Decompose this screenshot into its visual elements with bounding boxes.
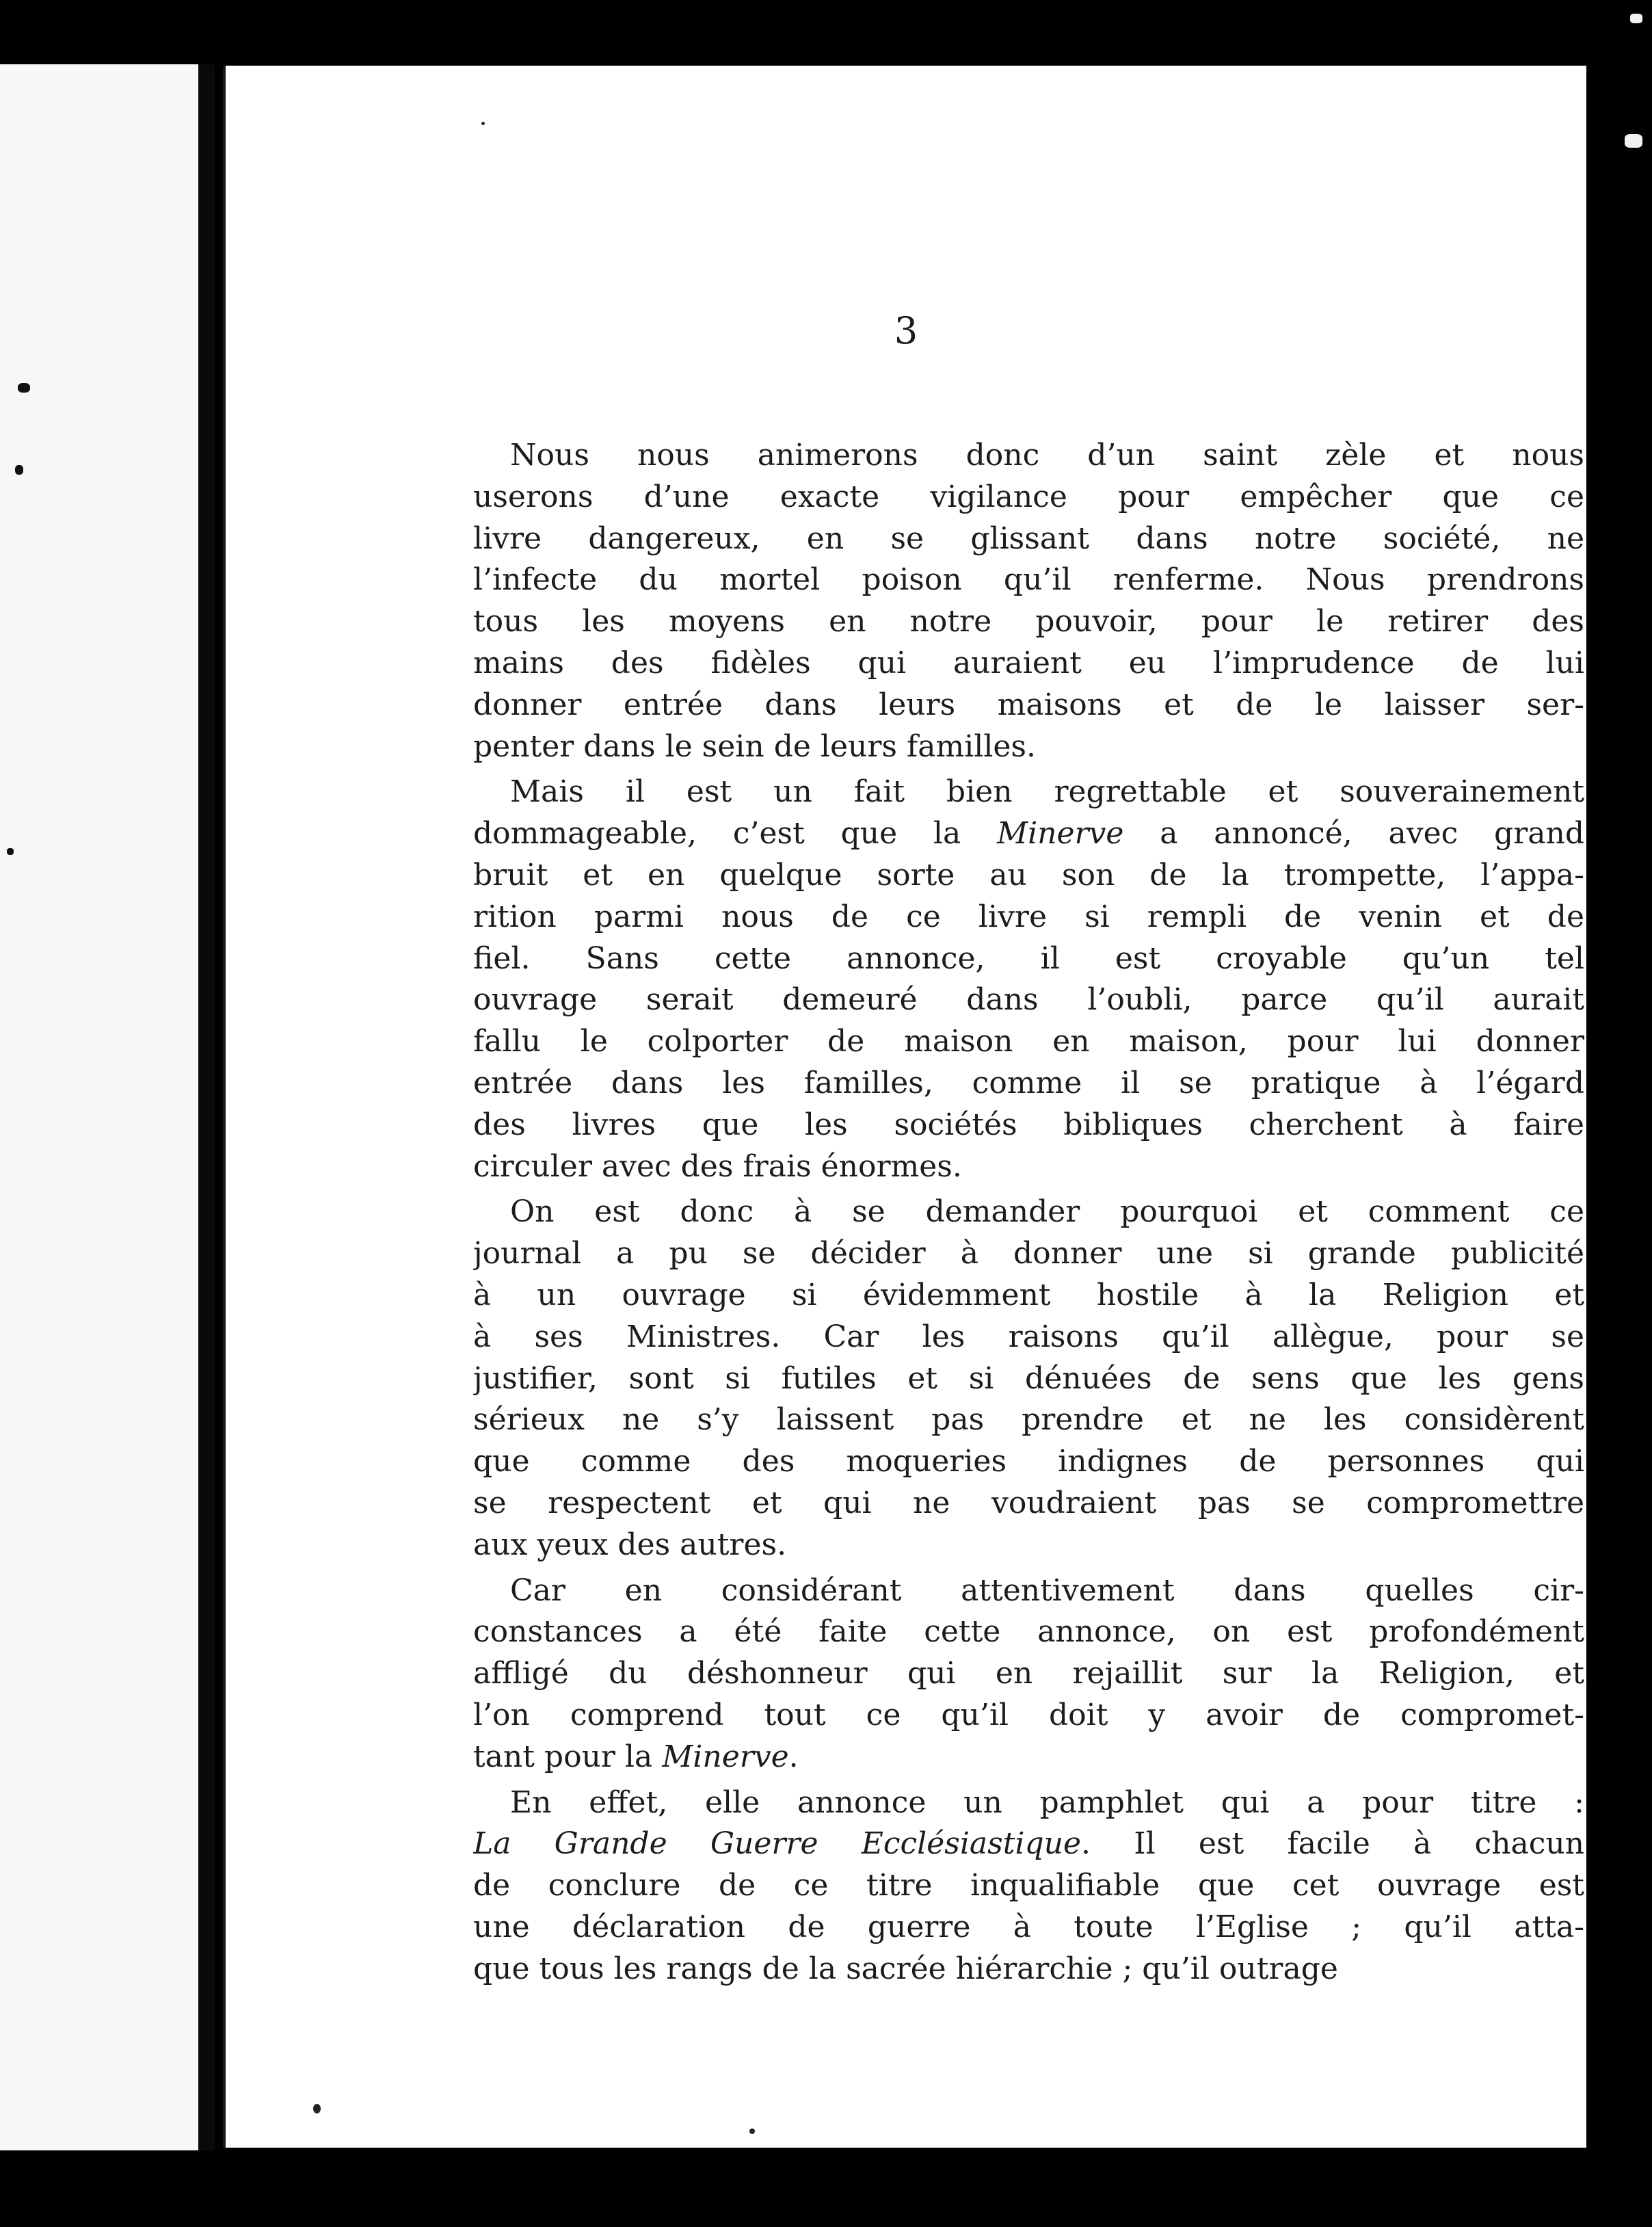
facing-page [0, 64, 198, 2150]
facing-page-edge [198, 64, 215, 2150]
text-line: se respectent et qui ne voudraient pas se compromettre [473, 1485, 1584, 1520]
facing-page-speck [7, 848, 14, 855]
text-line: tant pour la Minerve. [473, 1739, 799, 1774]
text-line: userons d’une exacte vigilance pour empêcher que ce [473, 479, 1584, 514]
text-line: à ses Ministres. Car les raisons qu’il allègue, pour se [473, 1319, 1584, 1354]
text-line: de conclure de ce titre inqualifiable que cet ouvrage est [473, 1868, 1584, 1903]
text-line: Car en considérant attentivement dans quelles cir- [510, 1572, 1584, 1608]
text-line: l’infecte du mortel poison qu’il renferme. Nous prendrons [473, 562, 1584, 598]
text-line: La Grande Guerre Ecclésiastique. Il est facile à chacun [473, 1826, 1584, 1862]
text-line: une déclaration de guerre à toute l’Eglise ; qu’il atta- [473, 1909, 1584, 1945]
text-line: aux yeux des autres. [473, 1527, 787, 1562]
text-line: l’on comprend tout ce qu’il doit y avoir de compromet- [473, 1697, 1584, 1732]
document-page [223, 66, 1586, 2148]
text-line: journal a pu se décider à donner une si grande publicité [473, 1236, 1584, 1271]
margin-speck [1625, 134, 1642, 148]
text-line: livre dangereux, en se glissant dans notre société, ne [473, 520, 1584, 556]
text-line: des livres que les sociétés bibliques cherchent à faire [473, 1107, 1584, 1142]
text-line: sérieux ne s’y laissent pas prendre et ne les considèrent [473, 1402, 1584, 1438]
text-line: bruit et en quelque sorte au son de la trompette, l’appa- [473, 857, 1584, 893]
text-line: justifier, sont si futiles et si dénuées de sens que les gens [473, 1360, 1584, 1396]
text-line: fiel. Sans cette annonce, il est croyable qu’un tel [473, 940, 1584, 976]
text-line: que comme des moqueries indignes de personnes qui [473, 1444, 1584, 1479]
facing-page-speck [15, 465, 23, 475]
text-line: rition parmi nous de ce livre si rempli de venin et de [473, 899, 1584, 934]
text-line: fallu le colporter de maison en maison, pour lui donner [473, 1024, 1584, 1059]
text-line: affligé du déshonneur qui en rejaillit sur la Religion, et [473, 1656, 1584, 1691]
text-line: mains des fidèles qui auraient eu l’imprudence de lui [473, 645, 1584, 681]
text-line: entrée dans les familles, comme il se pratique à l’égard [473, 1065, 1584, 1101]
body-text [473, 435, 1584, 1990]
margin-speck [1630, 14, 1642, 23]
italic-title: Minerve [662, 1739, 789, 1774]
page-speck [749, 2129, 755, 2134]
text-line: En effet, elle annonce un pamphlet qui a pour titre : [510, 1784, 1584, 1820]
text-line: Nous nous animerons donc d’un saint zèle et nous [510, 438, 1584, 473]
text-line: à un ouvrage si évidemment hostile à la Religion et [473, 1277, 1584, 1313]
italic-title: La Grande Guerre Ecclésiastique [473, 1826, 1082, 1862]
page-speck [313, 2104, 321, 2113]
facing-page-speck [18, 383, 30, 393]
text-line: circuler avec des frais énormes. [473, 1148, 962, 1184]
text-line: penter dans le sein de leurs familles. [473, 728, 1037, 764]
text-line: ouvrage serait demeuré dans l’oubli, parce qu’il aurait [473, 982, 1584, 1018]
text-line: Mais il est un fait bien regrettable et souverainement [510, 774, 1584, 810]
italic-title: Minerve [997, 816, 1124, 852]
text-line: que tous les rangs de la sacrée hiérarchie ; qu’il outrage [473, 1951, 1338, 1986]
page-number: 3 [894, 309, 918, 352]
text-line: On est donc à se demander pourquoi et comment ce [510, 1194, 1584, 1230]
text-line: dommageable, c’est que la Minerve a annoncé, avec grand [473, 816, 1584, 852]
text-line: donner entrée dans leurs maisons et de le laisser ser- [473, 687, 1584, 722]
page-speck [481, 122, 485, 125]
text-line: tous les moyens en notre pouvoir, pour le retirer des [473, 604, 1584, 640]
text-line: constances a été faite cette annonce, on est profondément [473, 1614, 1584, 1650]
